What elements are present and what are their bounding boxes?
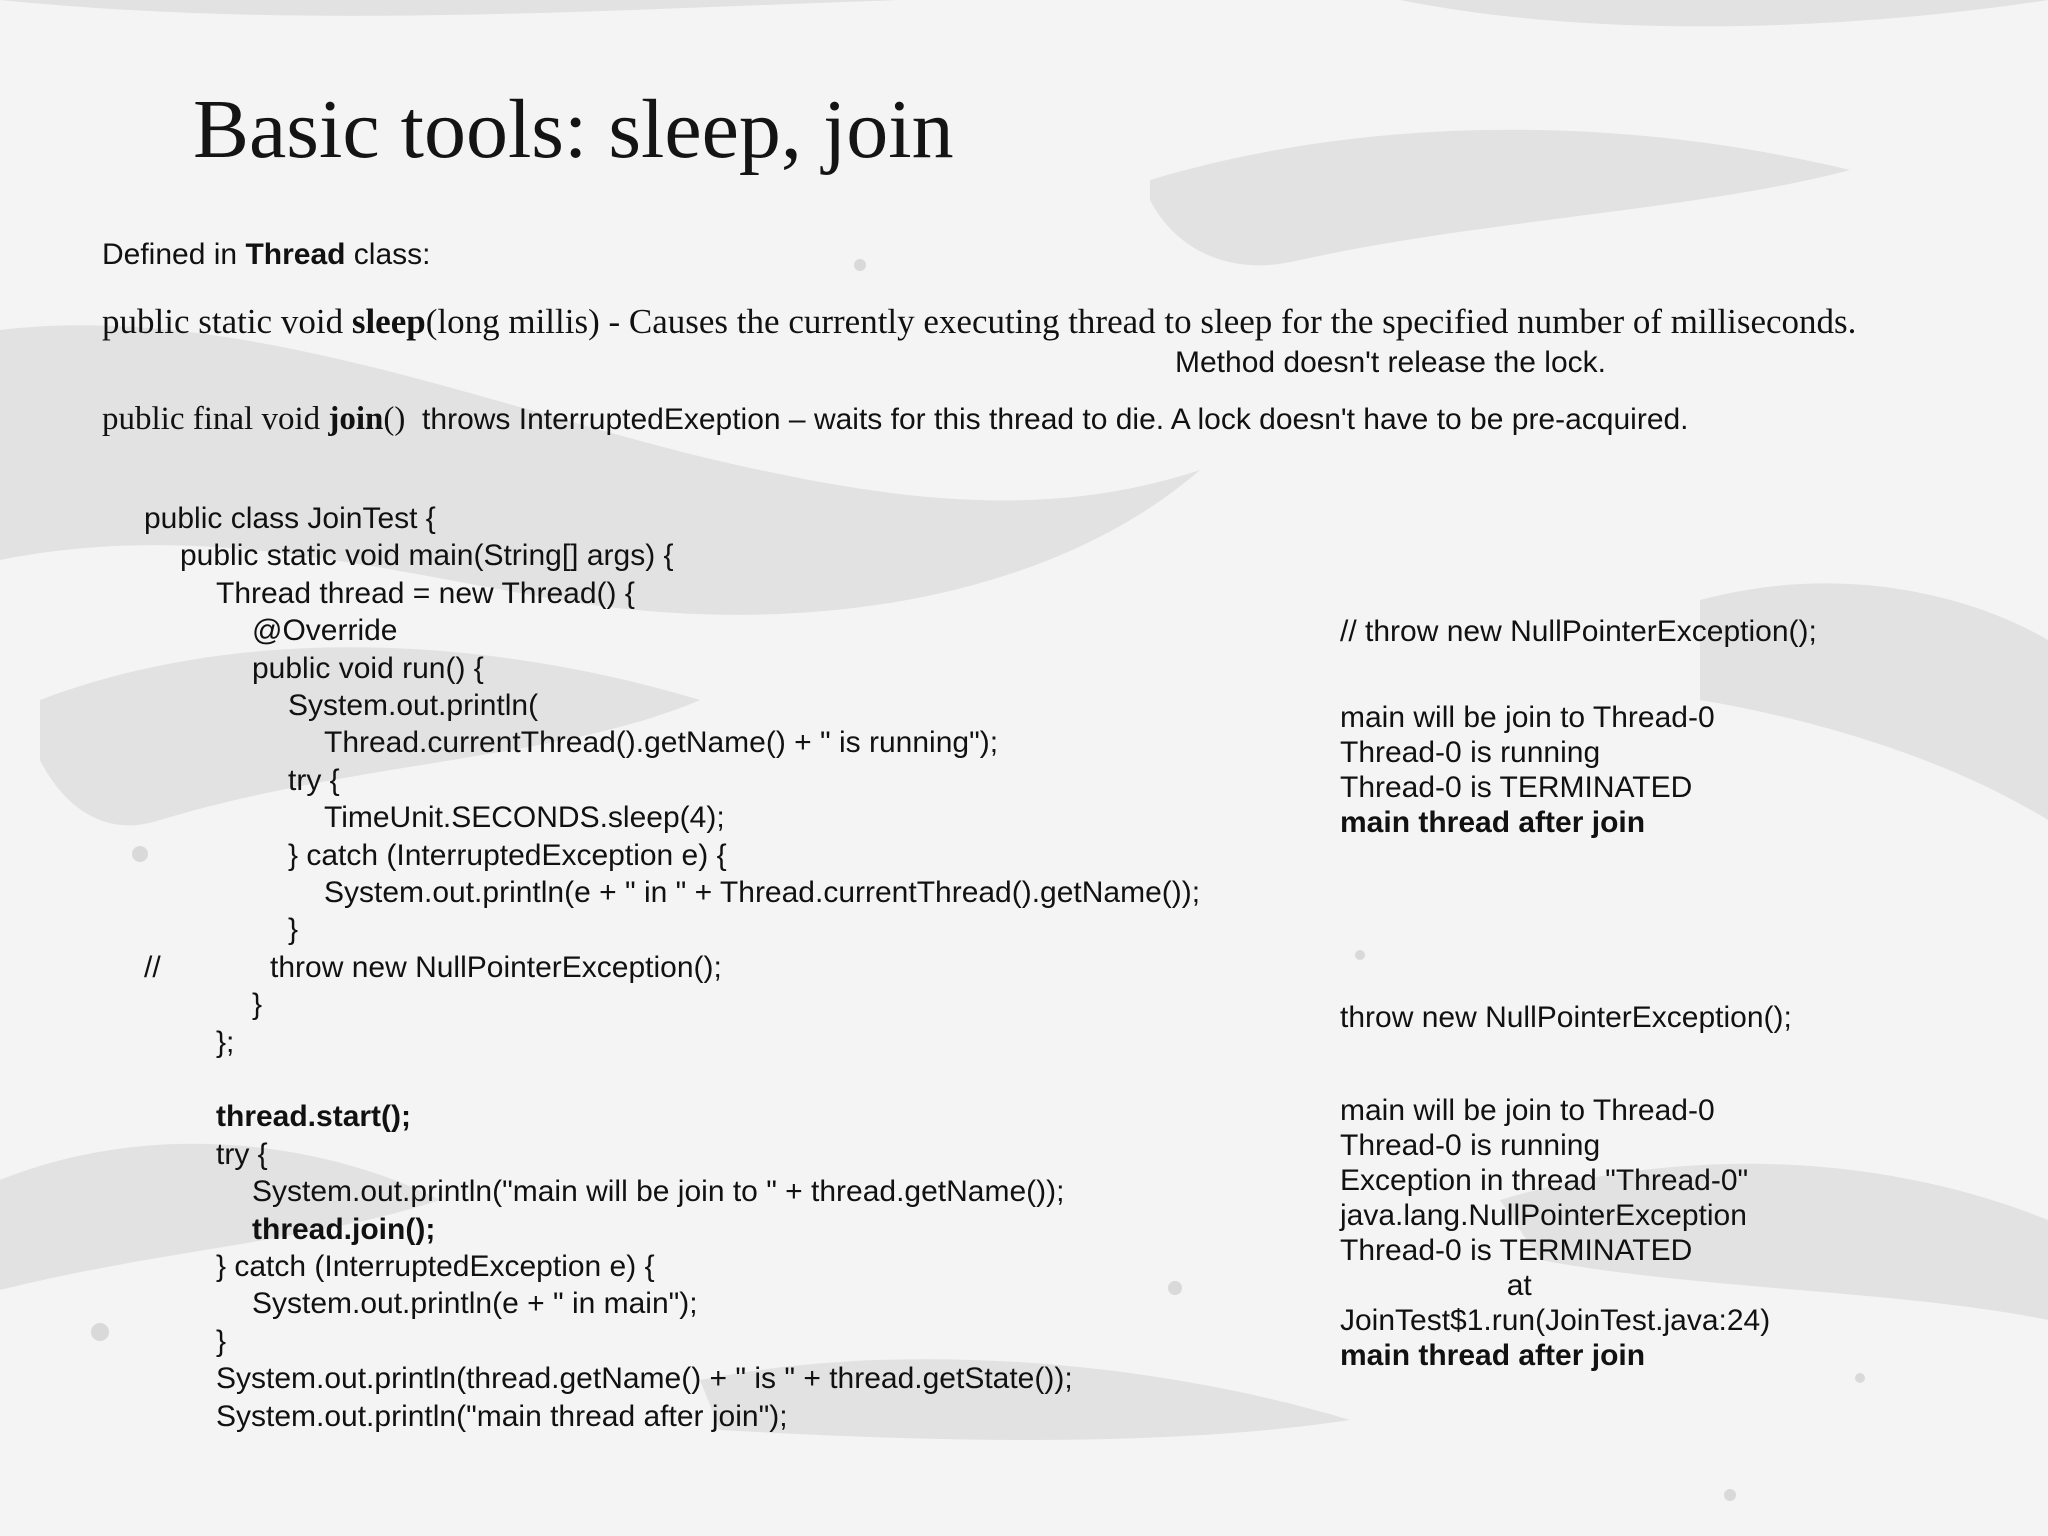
output-line: Exception in thread "Thread-0" [1340,1164,1749,1197]
code-line: System.out.println(thread.getName() + " is " + thread.getState()); [216,1362,1073,1396]
output-line: at [1340,1269,1532,1302]
code-line: System.out.println("main thread after join"); [216,1399,788,1433]
code-line: public static void main(String[] args) { [180,539,674,573]
code-line: thread.join(); [252,1212,436,1246]
code-line: @Override [252,614,398,648]
code-comment-marker: // [144,950,161,984]
defined-prefix: Defined in [102,238,246,271]
code-line: } catch (InterruptedException e) { [216,1250,655,1283]
sleep-signature [102,300,1856,344]
output-line: Thread-0 is TERMINATED [1340,1234,1693,1267]
output-line: Thread-0 is running [1340,1129,1601,1162]
output-line: main will be join to Thread-0 [1340,1094,1715,1127]
code-line: System.out.println(e + " in main"); [252,1287,698,1321]
output-line: main will be join to Thread-0 [1340,701,1715,734]
code-line: } [216,1324,227,1358]
sleep-prefix: public static void [102,302,352,341]
join-description: throws InterruptedExeption – waits for this thread to die. A lock doesn't have to be pre-acquired. [405,403,1689,436]
defined-class-name: Thread [245,238,346,271]
output-line: Thread-0 is running [1340,736,1601,769]
code-line: System.out.println("main will be join to " + thread.getName()); [252,1175,1065,1209]
output-header: throw new NullPointerException(); [1340,1001,1792,1034]
join-signature [102,398,1689,446]
code-line: } [252,988,263,1022]
code-line: thread.start(); [216,1100,412,1134]
sleep-description: (long millis) - Causes the currently executing thread to sleep for the specified number of milliseconds. [425,302,1857,341]
sleep-method-name: sleep [351,302,426,341]
code-line: public void run() { [252,651,484,685]
defined-in-text [102,236,431,274]
output-line: Thread-0 is TERMINATED [1340,771,1693,804]
output-line: JoinTest$1.run(JoinTest.java:24) [1340,1304,1771,1337]
code-line: System.out.println(e + " in " + Thread.currentThread().getName()); [324,876,1201,909]
code-line: Thread thread = new Thread() { [216,576,635,610]
code-line: public class JoinTest { [144,502,436,535]
slide-title: Basic tools: sleep, join [193,83,954,176]
code-line: }; [216,1025,235,1059]
code-line: } [288,913,299,947]
code-line: } catch (InterruptedException e) { [288,838,727,872]
code-line: try { [216,1137,268,1171]
code-line: Thread.currentThread().getName() + " is running"); [324,726,999,760]
output-header: // throw new NullPointerException(); [1340,615,1817,648]
output-line: main thread after join [1340,1339,1646,1372]
defined-suffix: class: [345,238,431,271]
join-method-name: join [328,401,384,437]
sleep-note: Method doesn't release the lock. [1175,346,1606,379]
output-line: main thread after join [1340,806,1646,839]
code-line: throw new NullPointerException(); [270,950,722,984]
join-prefix: public final void [102,401,329,437]
code-line: TimeUnit.SECONDS.sleep(4); [324,801,725,835]
code-line: System.out.println( [288,689,539,722]
join-parens: () [383,401,406,437]
code-line: try { [288,763,340,797]
output-line: java.lang.NullPointerException [1340,1199,1747,1232]
